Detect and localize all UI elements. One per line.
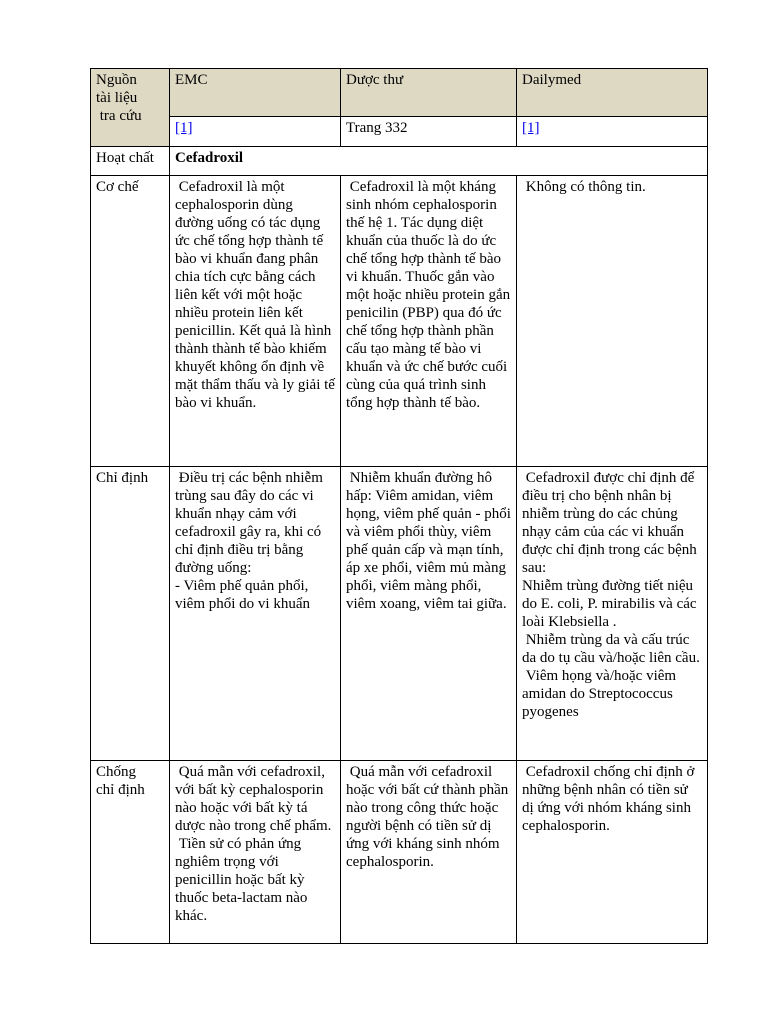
- row-label-contraindication: Chống chỉ định: [91, 761, 170, 944]
- mechanism-dailymed-cell: Không có thông tin.: [517, 176, 708, 467]
- contraindication-duoc-thu-cell: Quá mẫn với cefadroxil hoặc với bất cứ thành phần nào trong công thức hoặc người bệnh có tiền sử dị ứng với kháng sinh nhóm cephalosporin.: [341, 761, 517, 944]
- indication-emc-cell: Điều trị các bệnh nhiễm trùng sau đây do các vi khuẩn nhạy cảm với cefadroxil gây ra, khi có chỉ định điều trị bằng đường uống: - Viêm phế quản phổi, viêm phổi do vi khuẩn: [170, 467, 341, 761]
- active-ingredient-value: Cefadroxil: [170, 147, 708, 176]
- emc-reference-link[interactable]: [1]: [175, 120, 193, 136]
- header-row: [91, 69, 708, 117]
- contraindication-emc-cell: Quá mẫn với cefadroxil, với bất kỳ cephalosporin nào hoặc với bất kỳ tá dược nào trong chế phẩm. Tiền sử có phản ứng nghiêm trọng với penicillin hoặc bất kỳ thuốc beta-lactam nào khác.: [170, 761, 341, 944]
- contraindication-row: [91, 761, 708, 944]
- row-label-active-ingredient: Hoạt chất: [91, 147, 170, 176]
- ref-cell-emc: [170, 117, 341, 147]
- column-header-duoc-thu: Dược thư: [341, 69, 517, 117]
- column-header-emc: EMC: [170, 69, 341, 117]
- ref-cell-duoc-thu: Trang 332: [341, 117, 517, 147]
- indication-row: [91, 467, 708, 761]
- row-label-mechanism: Cơ chế: [91, 176, 170, 467]
- active-ingredient-row: [91, 147, 708, 176]
- ref-cell-dailymed: [517, 117, 708, 147]
- indication-duoc-thu-cell: Nhiễm khuẩn đường hô hấp: Viêm amidan, viêm họng, viêm phế quản - phổi và viêm phổi thùy, viêm phế quản cấp và mạn tính, áp xe phổi, viêm mủ màng phổi, viêm màng phổi, viêm xoang, viêm tai giữa.: [341, 467, 517, 761]
- drug-comparison-table: [90, 68, 708, 944]
- contraindication-dailymed-cell: Cefadroxil chống chỉ định ở những bệnh nhân có tiền sử dị ứng với nhóm kháng sinh cephalosporin.: [517, 761, 708, 944]
- indication-dailymed-cell: Cefadroxil được chỉ định để điều trị cho bệnh nhân bị nhiễm trùng do các chủng nhạy cảm của các vi khuẩn được chỉ định trong các bệnh sau: Nhiễm trùng đường tiết niệu do E. coli, P. mirabilis và các loài Klebsiella . Nhiễm trùng da và cấu trúc da do tụ cầu và/hoặc liên cầu. Viêm họng và/hoặc viêm amidan do Streptococcus pyogenes: [517, 467, 708, 761]
- mechanism-duoc-thu-cell: Cefadroxil là một kháng sinh nhóm cephalosporin thế hệ 1. Tác dụng diệt khuẩn của thuốc là do ức chế tổng hợp thành tế bào vi khuẩn. Thuốc gắn vào một hoặc nhiều protein gắn penicilin (PBP) qua đó ức chế tổng hợp thành phần cấu tạo màng tế bào vi khuẩn và ức chế bước cuối cùng của quá trình sinh tổng hợp thành tế bào.: [341, 176, 517, 467]
- reference-row: [91, 117, 708, 147]
- source-label-cell: Nguồn tài liệu tra cứu: [91, 69, 170, 147]
- dailymed-reference-link[interactable]: [1]: [522, 120, 540, 136]
- row-label-indication: Chỉ định: [91, 467, 170, 761]
- mechanism-emc-cell: Cefadroxil là một cephalosporin dùng đường uống có tác dụng ức chế tổng hợp thành tế bào vi khuẩn đang phân chia tích cực bằng cách liên kết với một hoặc nhiều protein liên kết penicillin. Kết quả là hình thành thành tế bào khiếm khuyết không ổn định về mặt thẩm thấu và ly giải tế bào vi khuẩn.: [170, 176, 341, 467]
- column-header-dailymed: Dailymed: [517, 69, 708, 117]
- mechanism-row: [91, 176, 708, 467]
